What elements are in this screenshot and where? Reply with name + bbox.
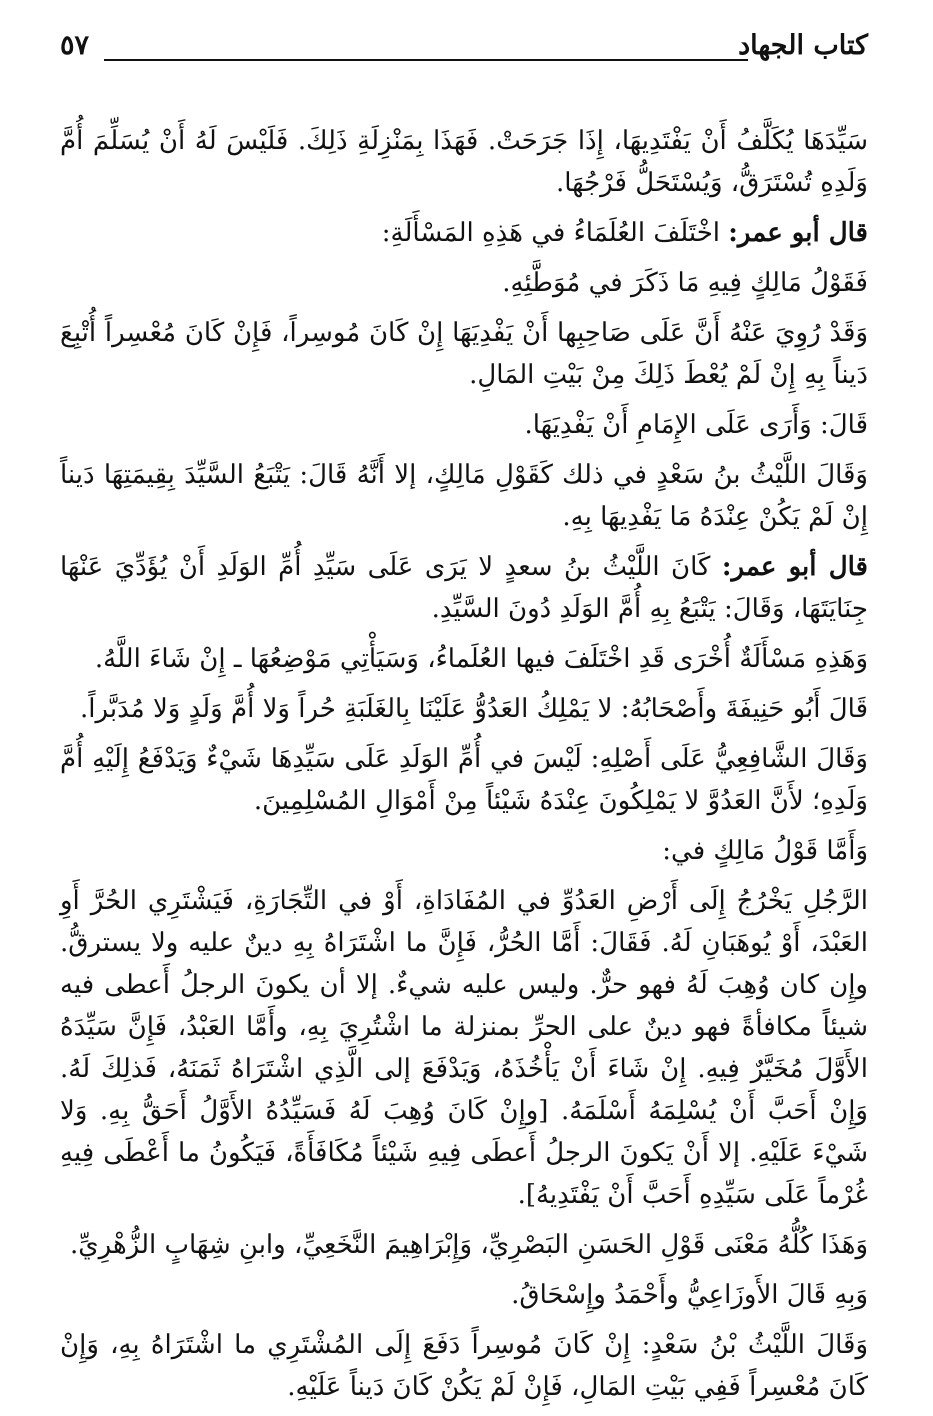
speaker-label: قال أبو عمر: (728, 218, 868, 248)
paragraph-text: وَبِهِ قَالَ الأَوزَاعِيُّ وأَحْمَدُ وإِسْحَاقُ. (511, 1280, 868, 1310)
paragraph (60, 1274, 868, 1316)
running-title: كتاب الجهاد (738, 30, 868, 61)
paragraph-text: كَانَ اللَّيْثُ بنُ سعدٍ لا يَرَى عَلَى سَيِّدِ أُمِّ الوَلَدِ أَنْ يُؤَدِّيَ عَنْهَا جِنَايَتَهَا، وَقَالَ: يَتْبَعُ بِهِ أُمَّ الوَلَدِ دُونَ السَّيِّدِ. (60, 552, 868, 624)
paragraph-text: وَقَدْ رُوِيَ عَنْهُ أَنَّ عَلَى صَاحِبِها أَنْ يَفْدِيَهَا إِنْ كَانَ مُوسِراً، فَإِنْ كَانَ مُعْسِراً أُتْبِعَ دَيناً بِهِ إِنْ لَمْ يُعْطَ ذَلِكَ مِنْ بَيْتِ المَالِ. (60, 318, 868, 390)
paragraph (60, 830, 868, 872)
paragraph-text: وَأَمَّا قَوْلُ مَالِكٍ في: (662, 836, 868, 866)
page-number: ٥٧ (60, 30, 90, 61)
paragraph (60, 212, 868, 254)
paragraph (60, 688, 868, 730)
paragraph-text: قَالَ أَبُو حَنِيفَةَ وأَصْحَابُهُ: لا يَمْلِكُ العَدُوُّ عَلَيْنَا بِالغَلَبَةِ حُراً وَلا أُمَّ وَلَدٍ وَلا مُدَبَّراً. (80, 694, 868, 724)
running-header (60, 26, 868, 70)
paragraph-text: وَهَذَا كُلُّهُ مَعْنَى قَوْلِ الحَسَنِ البَصْرِيِّ، وَإِبْرَاهِيمَ النَّخَعِيِّ، وابنِ شِهَابٍ الزُّهْرِيِّ. (70, 1230, 868, 1260)
paragraph-text: سَيِّدَهَا يُكَلَّفُ أَنْ يَفْتَدِيهَا، إِذَا جَرَحَتْ. فَهَذَا بِمَنْزِلَةِ ذَلِكَ. فَلَيْسَ لَهُ أَنْ يُسَلِّمَ أُمَّ وَلَدِهِ تُسْتَرَقُّ، وَيُسْتَحَلُّ فَرْجُهَا. (60, 126, 868, 198)
paragraph-text: قَالَ: وَأَرَى عَلَى الإِمَامِ أَنْ يَفْدِيَهَا. (524, 410, 868, 440)
paragraph (60, 262, 868, 304)
paragraph (60, 638, 868, 680)
paragraph (60, 738, 868, 822)
paragraph-text: وَقَالَ اللَّيْثُ بنُ سَعْدٍ في ذلك كَقَوْلِ مَالِكٍ، إلا أَنَّهُ قَالَ: يَتْبَعُ السَّيِّدَ بِقِيمَتِهَا دَيناً إِنْ لَمْ يَكُنْ عِنْدَهُ مَا يَفْدِيهَا بِهِ. (60, 460, 868, 532)
paragraph-text: فَقَوْلُ مَالِكٍ فِيهِ مَا ذَكَرَ في مُوَطَّئِهِ. (502, 268, 868, 298)
paragraph (60, 1324, 868, 1408)
paragraph (60, 880, 868, 1216)
header-rule (104, 59, 748, 61)
paragraph (60, 546, 868, 630)
page-body (60, 120, 868, 1408)
paragraph-text: الرَّجُلِ يَخْرُجُ إِلَى أَرْضِ العَدُوِّ في المُفَادَاةِ، أَوْ في التِّجَارَةِ، فَيَشْتَرِي الحُرَّ أَوِ العَبْدَ، أَوْ يُوهَبَانِ لَهُ. فَقَالَ: أَمَّا الحُرُّ، فَإِنَّ ما اشْتَرَاهُ بِهِ دينٌ عليه ولا يسترقُّ. وإِن كان وُهِبَ لَهُ فهو حرٌّ. وليس عليه شيءٌ. إلا أن يكونَ الرجلُ أَعطى فيه شيئاً مكافأةً فهو دينٌ على الحرِّ بمنزلة ما اشْتُرِيَ بِهِ، وأَمَّا العَبْدُ، فَإِنَّ سَيِّدَهُ الأَوَّلَ مُخَيَّرٌ فِيهِ. إِنْ شَاءَ أَنْ يَأْخُذَهُ، وَيَدْفَعَ إلى الَّذِي اشْتَرَاهُ ثَمَنَهُ، فَذلِكَ لَهُ. وَإِنْ أَحَبَّ أَنْ يُسْلِمَهُ أَسْلَمَهُ. [وإِنْ كَانَ وُهِبَ لَهُ فَسَيِّدُهُ الأَوَّلُ أَحَقُّ بِهِ. وَلا شَيْءَ عَلَيْهِ. إلا أَنْ يَكونَ الرجلُ أَعطَى فِيهِ شَيْئاً مُكَافَأَةً، فَيَكُونُ ما أَعْطَى فِيهِ غُرْماً عَلَى سَيِّدِهِ أَحَبَّ أَنْ يَفْتَدِيهُ]. (60, 886, 868, 1210)
paragraph-text: وَهَذِهِ مَسْأَلَةٌ أُخْرَى قَدِ اخْتَلَفَ فيها العُلَماءُ، وَسَيَأْتِي مَوْضِعُهَا ـ إِنْ شَاءَ اللَّهُ. (94, 644, 868, 674)
paragraph-text: وَقَالَ اللَّيْثُ بْنُ سَعْدٍ: إِنْ كَانَ مُوسِراً دَفَعَ إِلَى المُشْتَرِي ما اشْتَرَاهُ بِهِ، وَإِنْ كَانَ مُعْسِراً فَفِي بَيْتِ المَالِ، فَإِنْ لَمْ يَكُنْ كَانَ دَيناً عَلَيْهِ. (60, 1330, 868, 1402)
paragraph (60, 312, 868, 396)
paragraph (60, 1224, 868, 1266)
book-page (60, 26, 868, 1416)
speaker-label: قال أبو عمر: (721, 552, 868, 582)
paragraph-text: وَقَالَ الشَّافِعِيُّ عَلَى أَصْلِهِ: لَيْسَ في أُمِّ الوَلَدِ عَلَى سَيِّدِهَا شَيْءٌ وَيَدْفَعُ إِلَيْهِ أُمَّ وَلَدِهِ؛ لأَنَّ العَدُوَّ لا يَمْلِكُونَ عِنْدَهُ شَيْئاً مِنْ أَمْوَالِ المُسْلِمِينَ. (60, 744, 868, 816)
paragraph (60, 454, 868, 538)
paragraph-text: اخْتَلَفَ العُلَمَاءُ في هَذِهِ المَسْأَلَةِ: (381, 218, 720, 248)
paragraph (60, 120, 868, 204)
paragraph (60, 404, 868, 446)
